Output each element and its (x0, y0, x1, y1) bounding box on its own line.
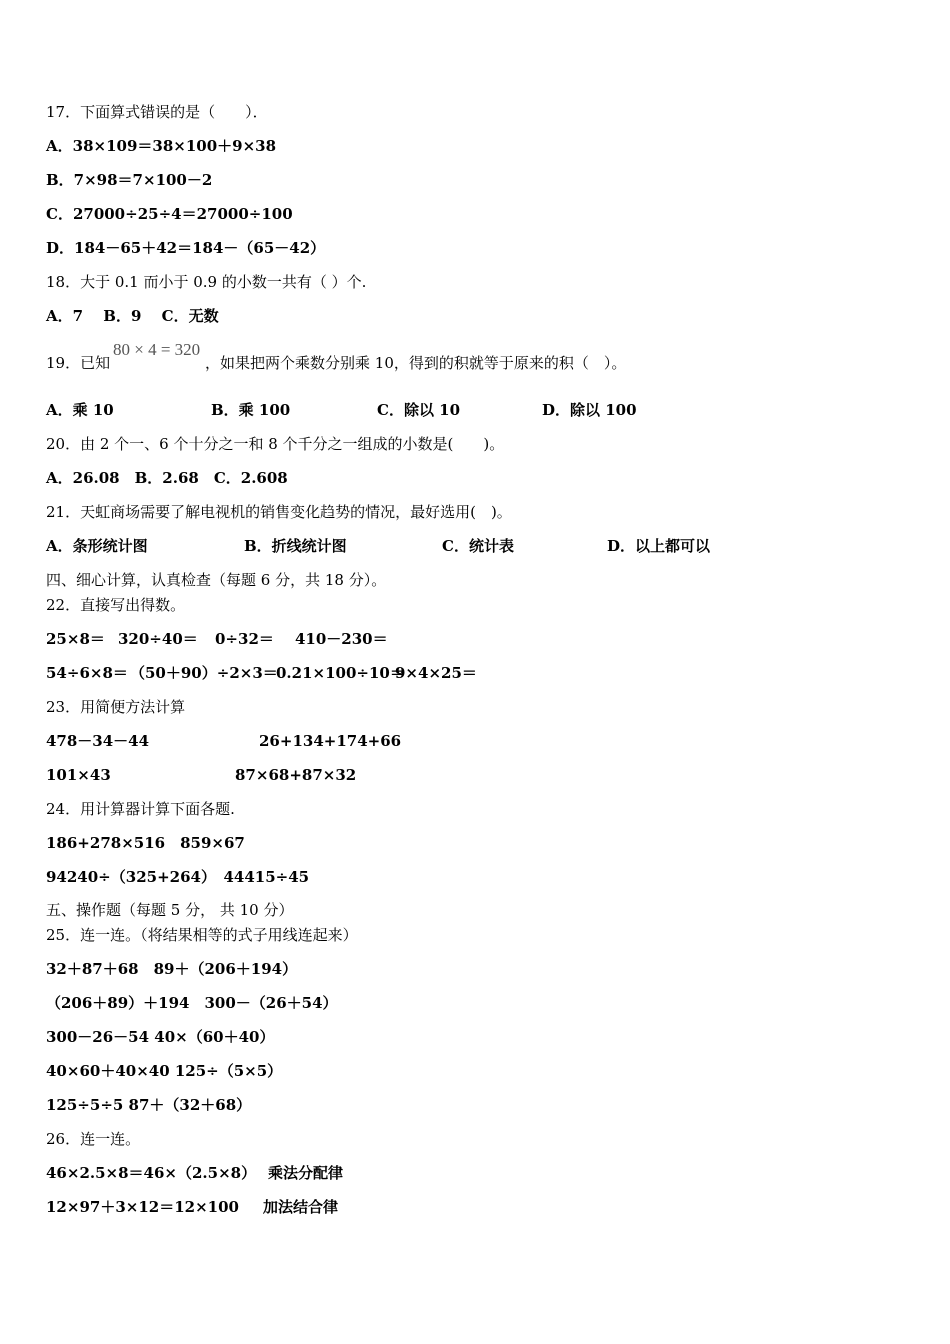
question-20-options: A．26.08 B．2.68 C．2.608 (46, 469, 288, 487)
section-4-title: 四、细心计算，认真检查（每题 6 分，共 18 分）。 (46, 571, 387, 589)
question-17-option-d: D．184－65＋42＝184－（65－42） (46, 239, 326, 257)
question-21-option-b: B．折线统计图 (244, 537, 347, 555)
q22-row2-item: （50＋90）÷2×3＝ (130, 664, 278, 682)
section-5-title: 五、操作题（每题 5 分， 共 10 分） (46, 901, 294, 919)
question-17-option-c: C．27000÷25÷4＝27000÷100 (46, 205, 293, 223)
q23-expression: 101×43 (46, 766, 111, 784)
q24-row2: 94240÷（325+264） 44415÷45 (46, 868, 310, 886)
question-21-option-a: A．条形统计图 (46, 537, 148, 555)
q22-row1-item: 410－230＝ (295, 630, 388, 648)
q22-row1-item: 320÷40＝ (118, 630, 198, 648)
q23-expression: 26+134+174+66 (259, 732, 402, 750)
question-21-option-d: D．以上都可以 (607, 537, 711, 555)
q22-row1-item: 0÷32＝ (215, 630, 274, 648)
question-19-option-c: C．除以 10 (377, 401, 461, 419)
question-19-stem-prefix: 19．已知 (46, 354, 111, 372)
question-25-stem: 25．连一连。（将结果相等的式子用线连起来） (46, 926, 358, 944)
q23-expression: 478－34－44 (46, 732, 150, 750)
question-17-option-a: A．38×109＝38×100＋9×38 (46, 137, 277, 155)
q22-row2-item: 9×4×25＝ (395, 664, 477, 682)
q24-row1: 186+278×516 859×67 (46, 834, 245, 852)
q26-right-law: 乘法分配律 (268, 1164, 344, 1182)
q26-left-expression: 12×97＋3×12＝12×100 (46, 1198, 239, 1216)
question-22-stem: 22．直接写出得数。 (46, 596, 186, 614)
question-17-option-b: B．7×98＝7×100－2 (46, 171, 213, 189)
q22-row2-item: 0.21×100÷10＝ (276, 664, 405, 682)
question-23-stem: 23．用简便方法计算 (46, 698, 186, 716)
q25-row: 40×60＋40×40 125÷（5×5） (46, 1062, 283, 1080)
question-20-stem: 20．由 2 个一、6 个十分之一和 8 个千分之一组成的小数是( )。 (46, 435, 505, 453)
question-18-options: A．7 B．9 C．无数 (46, 307, 219, 325)
q25-row: 125÷5÷5 87＋（32＋68） (46, 1096, 252, 1114)
question-24-stem: 24．用计算器计算下面各题. (46, 800, 235, 818)
q23-expression: 87×68+87×32 (235, 766, 357, 784)
q25-row: （206＋89）＋194 300－（26＋54） (46, 994, 338, 1012)
question-19-option-d: D．除以 100 (542, 401, 637, 419)
question-18-stem: 18．大于 0.1 而小于 0.9 的小数一共有（ ）个. (46, 273, 367, 291)
question-17-stem: 17．下面算式错误的是（ ）． (46, 103, 268, 121)
question-19-formula: 80 × 4 = 320 (113, 340, 201, 359)
q26-left-expression: 46×2.5×8＝46×（2.5×8） (46, 1164, 257, 1182)
q26-right-law: 加法结合律 (263, 1198, 339, 1216)
question-19-stem-suffix: ，如果把两个乘数分别乘 10，得到的积就等于原来的积（ ）。 (205, 354, 627, 372)
q25-row: 300－26－54 40×（60＋40） (46, 1028, 275, 1046)
question-26-stem: 26．连一连。 (46, 1130, 141, 1148)
q22-row1-item: 25×8＝ (46, 630, 105, 648)
q22-row2-item: 54÷6×8＝ (46, 664, 128, 682)
question-21-stem: 21．天虹商场需要了解电视机的销售变化趋势的情况，最好选用( )。 (46, 503, 512, 521)
question-21-option-c: C．统计表 (442, 537, 514, 555)
question-19-option-b: B．乘 100 (211, 401, 291, 419)
q25-row: 32＋87＋68 89＋（206＋194） (46, 960, 298, 978)
question-19-option-a: A．乘 10 (46, 401, 114, 419)
